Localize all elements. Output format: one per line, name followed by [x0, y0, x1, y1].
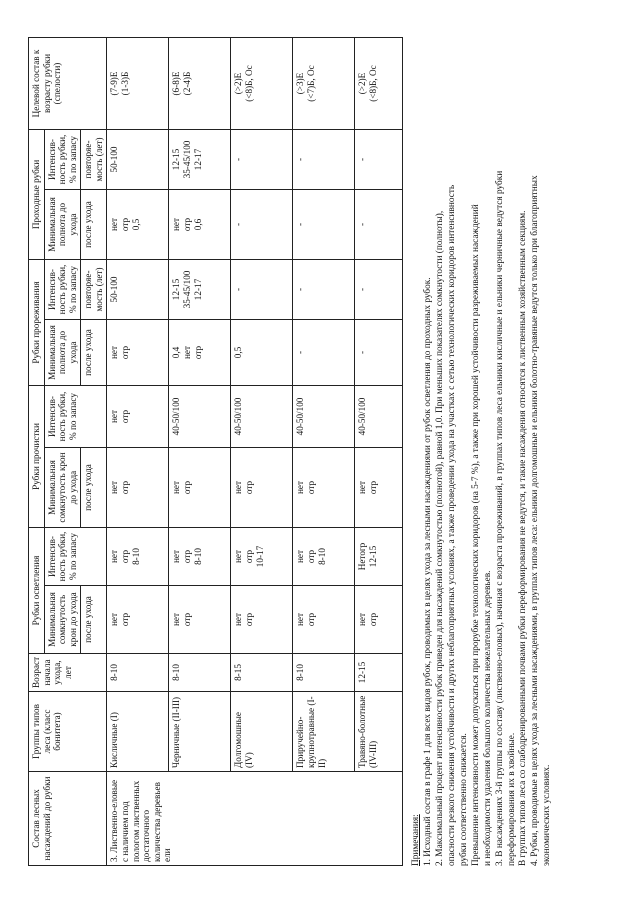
cell: -	[293, 130, 355, 190]
cell: -	[231, 260, 293, 320]
cell: 12-15 35-45/100 12-17	[169, 260, 231, 320]
age-cell: 8-15	[231, 654, 293, 692]
group-cell: Приручейно-крупнотравные (I-II)	[293, 692, 355, 772]
notes-title: Примечания:	[411, 814, 422, 866]
cell: нет отр	[231, 448, 293, 528]
header-forest-groups: Группы типов леса (класс бонитета)	[29, 692, 107, 772]
forest-care-table	[28, 37, 403, 866]
group-cell: Кисличные (I)	[107, 692, 169, 772]
header-intensity-pass: Интенсив-ность рубки, % по запасу	[44, 130, 81, 190]
note-line: Превышение интенсивности может допускаться при прорубке технологических коридоров (на 5-7 %), а также при хорошей устойчивости разреживаемых насаждений	[470, 204, 481, 866]
cell: -	[231, 190, 293, 260]
cell: -	[231, 130, 293, 190]
header-repeat: повторяе-мость (лет)	[81, 130, 107, 190]
target-cell: (>2)Е (<8)Б, Ос	[355, 38, 403, 130]
cell: 50-100	[107, 130, 169, 190]
cell: -	[293, 260, 355, 320]
header-thinning: Рубки прореживания	[29, 260, 45, 386]
cell: 50-100	[107, 260, 169, 320]
note-line: и необходимости удаления большого количества нежелательных деревьев.	[482, 570, 493, 866]
cell: нет отр	[355, 448, 403, 528]
cell: нет отр	[107, 586, 169, 654]
header-intensity-clean: Интенсив-ность рубки, % по запасу	[44, 386, 107, 448]
header-repeat: повторяе-мость (лет)	[81, 260, 107, 320]
cell: -	[355, 130, 403, 190]
cell: 40-50/100	[169, 386, 231, 448]
target-cell: (>2)Е (<8)Б, Ос	[231, 38, 293, 130]
age-cell: 8-10	[293, 654, 355, 692]
cell: нет отр	[107, 386, 169, 448]
notes-block	[411, 38, 554, 866]
table-row	[355, 38, 403, 866]
header-intensity-thin: Интенсив-ность рубки, % по запасу	[44, 260, 81, 320]
cell: нет отр 0,6	[169, 190, 231, 260]
cell: нет отр	[107, 448, 169, 528]
table-row	[231, 38, 293, 866]
cell: нет отр 8-10	[293, 528, 355, 586]
header-min-crowns-clean: Минимальная сомкнутость крон до ухода	[44, 448, 81, 528]
cell: -	[355, 320, 403, 386]
cell: -	[355, 190, 403, 260]
cell: 40-50/100	[231, 386, 293, 448]
cell: 40-50/100	[355, 386, 403, 448]
cell: нет отр 10-17	[231, 528, 293, 586]
group-cell: Черничные (II-III)	[169, 692, 231, 772]
cell: -	[355, 260, 403, 320]
note-line: опасности резкого снижения устойчивости и других неблагоприятных условиях, а также проведении ухода на участках с сетью технологических коридоров интенсивность	[447, 184, 458, 866]
header-start-age: Возраст начала ухода, лет	[29, 654, 107, 692]
cell: 0,5	[231, 320, 293, 386]
cell: нет отр	[293, 586, 355, 654]
age-cell: 8-10	[107, 654, 169, 692]
rotated-content	[20, 22, 620, 882]
table-row	[293, 38, 355, 866]
group-cell: Травяно-болотные (IV-III)	[355, 692, 403, 772]
cell: 0,4 нет отр	[169, 320, 231, 386]
note-line: экономических условиях.	[542, 764, 553, 866]
cell: нет отр 8-10	[107, 528, 169, 586]
cell: нет отр 8-10	[169, 528, 231, 586]
section-label: 3. Лиственно-еловые с наличием под пологом лиственных достаточного количества деревьев ели	[107, 772, 403, 866]
table-row	[107, 38, 169, 866]
header-after-care: после ухода	[81, 190, 107, 260]
cell: нет отр	[169, 586, 231, 654]
cell: -	[293, 320, 355, 386]
note-line: рубки соответственно снижается.	[459, 733, 470, 866]
table-row	[169, 38, 231, 866]
group-cell: Долгомошные (IV)	[231, 692, 293, 772]
header-min-density-thin: Минимальная полнота до ухода	[44, 320, 81, 386]
header-cleaning: Рубки прочистки	[29, 386, 45, 528]
age-cell: 8-10	[169, 654, 231, 692]
note-line: 4. Рубки, проводимые в целях ухода за лесными насаждениями, в группах типов леса: ельники долгомошные и ельники болотно-травяные ведутся только при благоприятных	[530, 175, 541, 866]
header-row-1	[29, 38, 45, 866]
note-line: 2. Максимальный процент интенсивности рубок приведен для насаждений сомкнутостью (полнотой), равной 1,0. При меньших показателях сомкнутости (полноты),	[435, 210, 446, 866]
header-after-care: после ухода	[81, 586, 107, 654]
cell: -	[293, 190, 355, 260]
target-cell: (7-9)Е (1-3)Б	[107, 38, 169, 130]
cell: нет отр	[355, 586, 403, 654]
cell: 12-15 35-45/100 12-17	[169, 130, 231, 190]
cell: нет отр 0,5	[107, 190, 169, 260]
age-cell: 12-15	[355, 654, 403, 692]
cell: Нетогр 12-15	[355, 528, 403, 586]
cell: нет отр	[107, 320, 169, 386]
header-after-care: после ухода	[81, 320, 107, 386]
header-min-density-pass: Минимальная полнота до ухода	[44, 190, 81, 260]
note-line: 1. Исходный состав в графе 1 для всех видов рубок, проводимых в целях ухода за лесными насаждениями от рубок осветления до проходных рубок.	[423, 277, 434, 866]
cell: нет отр	[169, 448, 231, 528]
note-line: переформирования их в хвойные.	[506, 732, 517, 866]
header-target: Целевой состав к возрасту рубки (спелости)	[29, 38, 107, 130]
note-line: В группах типов леса со слабодренированными почвами рубки переформирования не ведутся, и такие насаждения относятся к лиственным хозяйственным секциям.	[518, 210, 529, 866]
target-cell: (6-8)Е (2-4)Б	[169, 38, 231, 130]
note-line: 3. В насаждениях 3-й группы по составу (лиственно-еловых), начиная с возраста прореживаний, в группах типов леса ельники кисличные и ельники черничные ведутся рубки	[494, 170, 505, 866]
header-passage: Проходные рубки	[29, 130, 45, 260]
header-clarification: Рубки осветления	[29, 528, 45, 654]
cell: 40-50/100	[293, 386, 355, 448]
target-cell: (>3)Е (<7)Б, Ос	[293, 38, 355, 130]
cell: нет отр	[293, 448, 355, 528]
header-composition: Состав лесных насаждений до рубки	[29, 772, 107, 866]
header-min-crowns-clar: Минимальная сомкнутость крон до ухода	[44, 586, 81, 654]
header-intensity-clar: Интенсив-ность рубки, % по запасу	[44, 528, 107, 586]
cell: нет отр	[231, 586, 293, 654]
header-after-care: после ухода	[81, 448, 107, 528]
